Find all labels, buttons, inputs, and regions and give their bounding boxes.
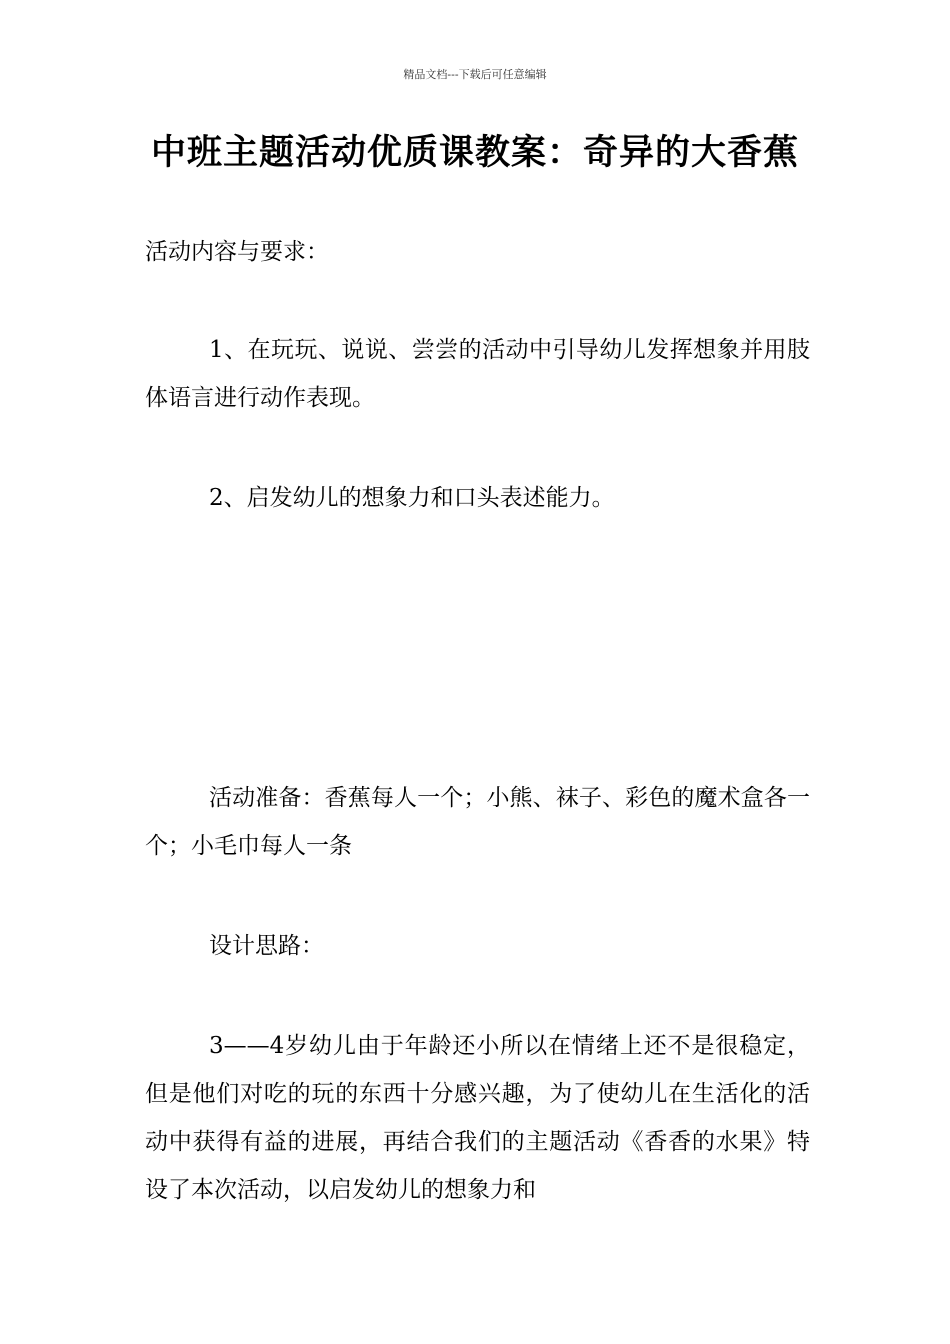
design-paragraph: 3——4岁幼儿由于年龄还小所以在情绪上还不是很稳定，但是他们对吃的玩的东西十分感兴趣，为了使幼儿在生活化的活动中获得有益的进展，再结合我们的主题活动《香香的水果》特设了本次活动，以启发幼儿的想象力和 <box>145 1033 810 1203</box>
goal-item-1: 1、在玩玩、说说、尝尝的活动中引导幼儿发挥想象并用肢体语言进行动作表现。 <box>145 337 810 411</box>
section-heading-content: 活动内容与要求： <box>145 239 329 265</box>
header-note: 精品文档---下载后可任意编辑 <box>403 68 547 81</box>
preparation-paragraph: 活动准备：香蕉每人一个；小熊、袜子、彩色的魔术盒各一个；小毛巾每人一条 <box>145 785 810 859</box>
design-heading: 设计思路： <box>209 933 324 959</box>
document-title: 中班主题活动优质课教案：奇异的大香蕉 <box>150 133 799 173</box>
goal-item-2: 2、启发幼儿的想象力和口头表述能力。 <box>209 485 615 511</box>
